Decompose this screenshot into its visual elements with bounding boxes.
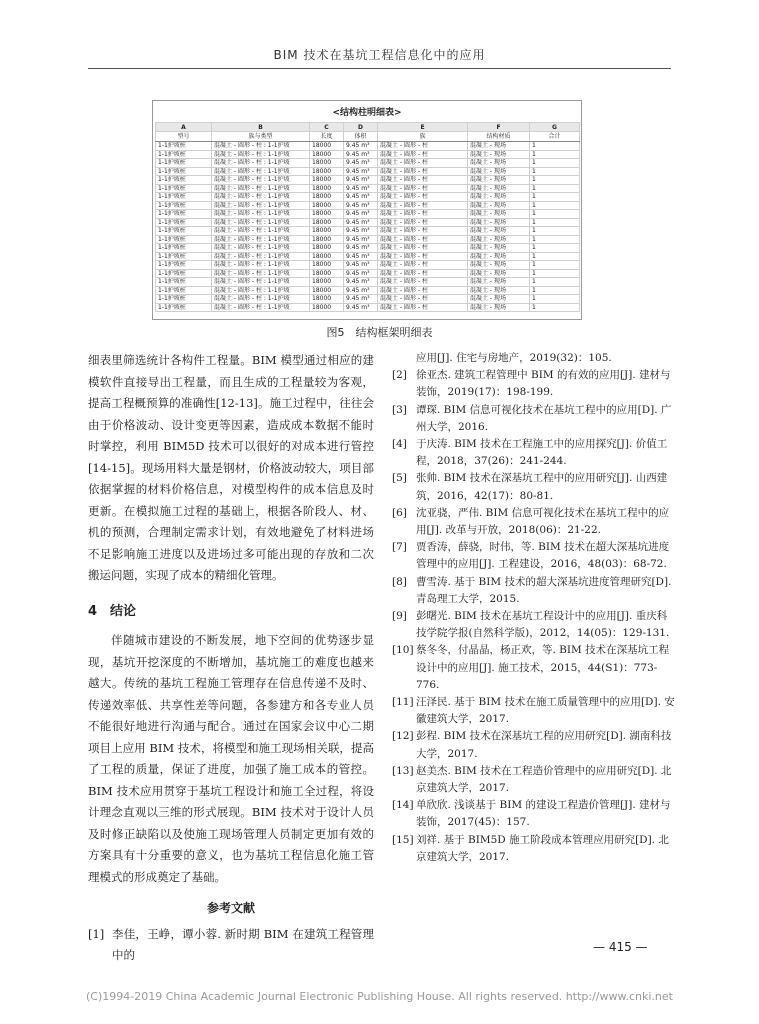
table-cell: 混凝土 - 现场 bbox=[468, 201, 530, 210]
table-cell: 1-1护坡桩 bbox=[156, 278, 212, 287]
reference-text: 赵美杰. BIM 技术在工程造价管理中的应用研究[D]. 北京建筑大学，2017. bbox=[416, 764, 672, 795]
table-cell: 1-1护坡桩 bbox=[156, 184, 212, 193]
table-cell: 18000 bbox=[310, 218, 344, 227]
table-cell: G bbox=[530, 123, 580, 132]
table-cell: 9.45 m³ bbox=[344, 150, 378, 159]
table-cell: 9.45 m³ bbox=[344, 303, 378, 312]
table-cell: 1 bbox=[530, 303, 580, 312]
table-cell: 9.45 m³ bbox=[344, 278, 378, 287]
table-cell: 混凝土 - 现场 bbox=[468, 184, 530, 193]
table-cell: 1-1护坡桩 bbox=[156, 193, 212, 202]
reference-number: [14] bbox=[392, 799, 414, 812]
reference-item bbox=[392, 608, 677, 642]
table-cell: 混凝土 - 圆形 - 柱 : 1-1护坡 bbox=[212, 150, 310, 159]
table-cell: 混凝土 - 圆形 - 柱 bbox=[378, 142, 468, 151]
table-cell: 混凝土 - 圆形 - 柱 : 1-1护坡 bbox=[212, 167, 310, 176]
table-cell: 合计 bbox=[530, 132, 580, 142]
table-cell: 混凝土 - 现场 bbox=[468, 244, 530, 253]
reference-number: [9] bbox=[392, 610, 407, 623]
table-cell: C bbox=[310, 123, 344, 132]
table-cell: 1-1护坡桩 bbox=[156, 167, 212, 176]
table-cell: 混凝土 - 圆形 - 柱 bbox=[378, 261, 468, 270]
table-row bbox=[156, 193, 580, 202]
table-cell: 18000 bbox=[310, 193, 344, 202]
table-cell: 1 bbox=[530, 269, 580, 278]
table-cell: 混凝土 - 圆形 - 柱 bbox=[378, 159, 468, 168]
table-cell: 混凝土 - 圆形 - 柱 : 1-1护坡 bbox=[212, 227, 310, 236]
table-cell: 18000 bbox=[310, 244, 344, 253]
table-cell: 混凝土 - 现场 bbox=[468, 303, 530, 312]
table-cell: 1 bbox=[530, 227, 580, 236]
table-cell: 混凝土 - 圆形 - 柱 bbox=[378, 269, 468, 278]
table-cell: 1-1护坡桩 bbox=[156, 176, 212, 185]
table-row bbox=[156, 295, 580, 304]
table-cell: 型号 bbox=[156, 132, 212, 142]
table-cell: 混凝土 - 圆形 - 柱 bbox=[378, 193, 468, 202]
reference-text: 彭曙光. BIM 技术在基坑工程设计中的应用[J]. 重庆科技学院学报(自然科学版)，2012，14(05)：129-131. bbox=[416, 610, 670, 640]
reference-number: [12] bbox=[392, 730, 414, 743]
schedule-figure bbox=[152, 100, 582, 320]
table-cell: 18000 bbox=[310, 235, 344, 244]
table-row bbox=[156, 167, 580, 176]
table-cell: 1 bbox=[530, 193, 580, 202]
reference-text: 徐亚杰. 建筑工程管理中 BIM 的有效的应用[J]. 建材与装饰，2019(17)：198-199. bbox=[416, 369, 671, 399]
table-cell: 9.45 m³ bbox=[344, 235, 378, 244]
reference-number: [1] bbox=[88, 926, 105, 941]
table-cell: 混凝土 - 现场 bbox=[468, 295, 530, 304]
table-cell: 9.45 m³ bbox=[344, 261, 378, 270]
reference-number: [7] bbox=[392, 541, 407, 554]
reference-item bbox=[392, 539, 677, 573]
reference-item bbox=[392, 402, 677, 436]
section-title-conclusion: 4 结论 bbox=[88, 603, 137, 619]
table-cell: 1-1护坡桩 bbox=[156, 261, 212, 270]
reference-number: [8] bbox=[392, 575, 407, 588]
table-cell: 1 bbox=[530, 252, 580, 261]
reference-text: 谭琛. BIM 信息可视化技术在基坑工程中的应用[D]. 广州大学，2016. bbox=[416, 403, 672, 433]
table-row bbox=[156, 286, 580, 295]
table-cell: 18000 bbox=[310, 150, 344, 159]
table-cell: 1 bbox=[530, 201, 580, 210]
figure-caption: 图5 结构框架明细表 bbox=[326, 326, 433, 339]
table-row bbox=[156, 244, 580, 253]
table-row bbox=[156, 150, 580, 159]
reference-item bbox=[392, 470, 677, 504]
table-cell: 混凝土 - 圆形 - 柱 bbox=[378, 201, 468, 210]
table-cell: 1 bbox=[530, 261, 580, 270]
table-cell: 18000 bbox=[310, 295, 344, 304]
reference-number: [3] bbox=[392, 403, 407, 416]
table-cell: 混凝土 - 圆形 - 柱 bbox=[378, 235, 468, 244]
table-cell: 1-1护坡桩 bbox=[156, 201, 212, 210]
table-cell: 18000 bbox=[310, 286, 344, 295]
table-cell: 9.45 m³ bbox=[344, 159, 378, 168]
table-cell: 混凝土 - 圆形 - 柱 bbox=[378, 210, 468, 219]
table-cell: 9.45 m³ bbox=[344, 295, 378, 304]
table-cell: 18000 bbox=[310, 278, 344, 287]
table-cell: 混凝土 - 圆形 - 柱 bbox=[378, 150, 468, 159]
table-cell: 长度 bbox=[310, 132, 344, 142]
table-cell: 18000 bbox=[310, 261, 344, 270]
reference-number: [11] bbox=[392, 696, 414, 709]
table-cell: B bbox=[212, 123, 310, 132]
table-row bbox=[156, 235, 580, 244]
table-cell: E bbox=[378, 123, 468, 132]
schedule-table bbox=[155, 122, 580, 312]
table-cell: 18000 bbox=[310, 142, 344, 151]
table-cell: 混凝土 - 圆形 - 柱 bbox=[378, 167, 468, 176]
table-cell: 混凝土 - 圆形 - 柱 : 1-1护坡 bbox=[212, 201, 310, 210]
reference-item bbox=[392, 367, 677, 401]
table-cell: 混凝土 - 圆形 - 柱 : 1-1护坡 bbox=[212, 286, 310, 295]
table-cell: 9.45 m³ bbox=[344, 244, 378, 253]
table-cell: 1 bbox=[530, 218, 580, 227]
table-cell: 混凝土 - 圆形 - 柱 : 1-1护坡 bbox=[212, 244, 310, 253]
table-cell: 9.45 m³ bbox=[344, 252, 378, 261]
references-right-column bbox=[392, 350, 677, 866]
table-cell: 混凝土 - 圆形 - 柱 : 1-1护坡 bbox=[212, 142, 310, 151]
reference-item bbox=[392, 574, 677, 608]
reference-text: 于庆涛. BIM 技术在工程施工中的应用探究[J]. 价值工程，2018，37(26)：241-244. bbox=[416, 438, 668, 468]
paragraph-conclusion: 伴随城市建设的不断发展，地下空间的优势逐步显现，基坑开挖深度的不断增加，基坑施工的难度也越来越大。传统的基坑工程施工管理存在信息传递不及时、传递效率低、共享性差等问题，各参建方和各专业人员不能很好地进行沟通与配合。通过在国家会议中心二期项目上应用 BIM 技术，将模型和施工现场相关联，提高了工程的质量，保证了进度，加强了施工成本的管控。BIM 技术应用贯穿于基坑工程设计和施工全过程，将设计理念直观以三维的形式展现。BIM 技术对于设计人员及时修正缺陷以及使施工现场管理人员制定更加有效的方案具有十分重要的意义，也为基坑工程信息化施工管理模式的形成奠定了基础。 bbox=[88, 633, 374, 884]
table-cell: 9.45 m³ bbox=[344, 193, 378, 202]
table-cell: 9.45 m³ bbox=[344, 218, 378, 227]
table-cell: 18000 bbox=[310, 201, 344, 210]
table-cell: 1-1护坡桩 bbox=[156, 295, 212, 304]
table-cell: 1-1护坡桩 bbox=[156, 227, 212, 236]
table-cell: 族与类型 bbox=[212, 132, 310, 142]
schedule-title: <结构柱明细表> bbox=[332, 108, 402, 118]
table-cell: 1-1护坡桩 bbox=[156, 142, 212, 151]
reference-item bbox=[392, 797, 677, 831]
table-cell: A bbox=[156, 123, 212, 132]
reference-number: [10] bbox=[392, 644, 414, 657]
table-cell: 1-1护坡桩 bbox=[156, 244, 212, 253]
table-cell: 混凝土 - 圆形 - 柱 : 1-1护坡 bbox=[212, 295, 310, 304]
table-cell: 9.45 m³ bbox=[344, 286, 378, 295]
table-row bbox=[156, 159, 580, 168]
table-cell: 混凝土 - 现场 bbox=[468, 150, 530, 159]
reference-text: 彭程. BIM 技术在深基坑工程的应用研究[D]. 湖南科技大学，2017. bbox=[416, 730, 672, 760]
table-cell: 18000 bbox=[310, 269, 344, 278]
reference-text: 沈亚骁，严伟. BIM 信息可视化技术在基坑工程中的应用[J]. 改革与开放，2018(06)：21-22. bbox=[416, 506, 670, 537]
table-cell: 混凝土 - 现场 bbox=[468, 210, 530, 219]
table-row bbox=[156, 269, 580, 278]
reference-text: 单欣欣. 浅谈基于 BIM 的建设工程造价管理[J]. 建材与装饰，2017(45)：157. bbox=[416, 799, 671, 829]
table-row bbox=[156, 210, 580, 219]
reference-item bbox=[392, 832, 677, 866]
table-row bbox=[156, 261, 580, 270]
table-cell: 1-1护坡桩 bbox=[156, 159, 212, 168]
table-cell: 混凝土 - 圆形 - 柱 bbox=[378, 295, 468, 304]
table-cell: 18000 bbox=[310, 227, 344, 236]
table-cell: 混凝土 - 圆形 - 柱 : 1-1护坡 bbox=[212, 218, 310, 227]
table-cell: 1-1护坡桩 bbox=[156, 252, 212, 261]
table-cell: 混凝土 - 圆形 - 柱 bbox=[378, 218, 468, 227]
table-cell: 9.45 m³ bbox=[344, 176, 378, 185]
reference-number: [13] bbox=[392, 764, 414, 777]
table-cell: 18000 bbox=[310, 303, 344, 312]
table-cell: 混凝土 - 圆形 - 柱 bbox=[378, 244, 468, 253]
table-cell: 混凝土 - 圆形 - 柱 bbox=[378, 252, 468, 261]
table-cell: 混凝土 - 现场 bbox=[468, 176, 530, 185]
table-cell: 混凝土 - 现场 bbox=[468, 227, 530, 236]
table-row bbox=[156, 252, 580, 261]
table-cell: 1-1护坡桩 bbox=[156, 269, 212, 278]
reference-item bbox=[392, 642, 677, 694]
running-header: BIM 技术在基坑工程信息化中的应用 bbox=[273, 48, 486, 62]
table-cell: 混凝土 - 现场 bbox=[468, 269, 530, 278]
table-row bbox=[156, 278, 580, 287]
reference-text: 李佳，王峥，谭小蓉. 新时期 BIM 在建筑工程管理中的 bbox=[112, 926, 374, 962]
reference-text: 汪泽民. 基于 BIM 技术在施工质量管理中的应用[D]. 安徽建筑大学，2017. bbox=[416, 696, 675, 726]
table-cell: 1 bbox=[530, 244, 580, 253]
table-cell: 1-1护坡桩 bbox=[156, 218, 212, 227]
table-cell: 混凝土 - 圆形 - 柱 : 1-1护坡 bbox=[212, 252, 310, 261]
table-cell: 混凝土 - 圆形 - 柱 : 1-1护坡 bbox=[212, 184, 310, 193]
table-row bbox=[156, 176, 580, 185]
table-cell: 9.45 m³ bbox=[344, 227, 378, 236]
left-column bbox=[88, 350, 374, 967]
table-cell: 1-1护坡桩 bbox=[156, 286, 212, 295]
table-cell: 体积 bbox=[344, 132, 378, 142]
reference-item bbox=[392, 505, 677, 539]
reference-item bbox=[392, 763, 677, 797]
table-cell: 1 bbox=[530, 150, 580, 159]
table-cell: F bbox=[468, 123, 530, 132]
table-cell: 混凝土 - 圆形 - 柱 : 1-1护坡 bbox=[212, 261, 310, 270]
table-cell: 混凝土 - 圆形 - 柱 : 1-1护坡 bbox=[212, 176, 310, 185]
table-cell: 1 bbox=[530, 210, 580, 219]
reference-number: [4] bbox=[392, 438, 407, 451]
reference-number bbox=[392, 350, 416, 367]
table-cell: 混凝土 - 圆形 - 柱 : 1-1护坡 bbox=[212, 235, 310, 244]
reference-text: 贾香涛，薛骁，时伟，等. BIM 技术在超大深基坑进度管理中的应用[J]. 工程建设，2016，48(03)：68-72. bbox=[416, 541, 670, 571]
table-cell: 1 bbox=[530, 184, 580, 193]
reference-number: [5] bbox=[392, 472, 407, 485]
reference-item bbox=[392, 694, 677, 728]
table-cell: 混凝土 - 圆形 - 柱 bbox=[378, 227, 468, 236]
table-cell: 混凝土 - 现场 bbox=[468, 142, 530, 151]
table-row bbox=[156, 142, 580, 151]
table-cell: 9.45 m³ bbox=[344, 210, 378, 219]
table-cell: 1-1护坡桩 bbox=[156, 210, 212, 219]
table-cell: 18000 bbox=[310, 252, 344, 261]
table-cell: 18000 bbox=[310, 167, 344, 176]
table-row bbox=[156, 201, 580, 210]
reference-number: [2] bbox=[392, 369, 407, 382]
table-cell: 9.45 m³ bbox=[344, 201, 378, 210]
table-cell: 混凝土 - 现场 bbox=[468, 193, 530, 202]
table-row bbox=[156, 303, 580, 312]
reference-text: 蔡冬冬，付晶晶，杨正欢，等. BIM 技术在深基坑工程设计中的应用[J]. 施工技术，2015，44(S1)：773-776. bbox=[416, 644, 670, 691]
table-cell: 混凝土 - 圆形 - 柱 : 1-1护坡 bbox=[212, 278, 310, 287]
table-cell: 混凝土 - 现场 bbox=[468, 235, 530, 244]
reference-text: 曹雪涛. 基于 BIM 技术的超大深基坑进度管理研究[D]. 青岛理工大学，2015. bbox=[416, 575, 672, 605]
table-cell: 混凝土 - 圆形 - 柱 bbox=[378, 278, 468, 287]
table-cell: 混凝土 - 圆形 - 柱 bbox=[378, 184, 468, 193]
table-cell: 1 bbox=[530, 142, 580, 151]
page-number: — 415 — bbox=[593, 940, 648, 954]
table-cell: 9.45 m³ bbox=[344, 184, 378, 193]
reference-text: 应用[J]. 住宅与房地产，2019(32)：105. bbox=[416, 352, 612, 364]
table-cell: 族 bbox=[378, 132, 468, 142]
table-cell: 混凝土 - 圆形 - 柱 bbox=[378, 286, 468, 295]
table-cell: 混凝土 - 现场 bbox=[468, 286, 530, 295]
table-cell: 1 bbox=[530, 295, 580, 304]
table-cell: 混凝土 - 圆形 - 柱 : 1-1护坡 bbox=[212, 269, 310, 278]
table-cell: 1-1护坡桩 bbox=[156, 303, 212, 312]
table-cell: 混凝土 - 圆形 - 柱 : 1-1护坡 bbox=[212, 303, 310, 312]
table-cell: 混凝土 - 圆形 - 柱 bbox=[378, 303, 468, 312]
table-cell: 18000 bbox=[310, 159, 344, 168]
table-cell: 混凝土 - 圆形 - 柱 bbox=[378, 176, 468, 185]
table-cell: 混凝土 - 现场 bbox=[468, 167, 530, 176]
reference-text: 张帅. BIM 技术在深基坑工程中的应用研究[J]. 山西建筑，2016，42(17)：80-81. bbox=[416, 472, 668, 502]
reference-number: [15] bbox=[392, 833, 414, 846]
table-cell: 1-1护坡桩 bbox=[156, 235, 212, 244]
table-cell: 1 bbox=[530, 235, 580, 244]
table-cell: 1 bbox=[530, 159, 580, 168]
reference-item bbox=[392, 728, 677, 762]
table-cell: 1 bbox=[530, 286, 580, 295]
table-cell: 1 bbox=[530, 176, 580, 185]
table-cell: 混凝土 - 现场 bbox=[468, 261, 530, 270]
table-cell: 混凝土 - 圆形 - 柱 : 1-1护坡 bbox=[212, 159, 310, 168]
table-cell: 混凝土 - 现场 bbox=[468, 278, 530, 287]
table-cell: 1 bbox=[530, 278, 580, 287]
header-rule bbox=[88, 68, 671, 69]
reference-item bbox=[88, 924, 374, 967]
table-cell: 1 bbox=[530, 167, 580, 176]
table-cell: 9.45 m³ bbox=[344, 269, 378, 278]
column-letter-row bbox=[156, 123, 580, 132]
reference-item bbox=[392, 350, 677, 367]
table-row bbox=[156, 218, 580, 227]
table-cell: D bbox=[344, 123, 378, 132]
table-row bbox=[156, 184, 580, 193]
table-cell: 18000 bbox=[310, 184, 344, 193]
reference-item bbox=[392, 436, 677, 470]
copyright-footer: (C)1994-2019 China Academic Journal Electronic Publishing House. All rights reserved. http://www.cnki.net bbox=[86, 990, 673, 1003]
table-cell: 18000 bbox=[310, 210, 344, 219]
table-cell: 1-1护坡桩 bbox=[156, 150, 212, 159]
paragraph-cost: 细表里筛选统计各构件工程量。BIM 模型通过相应的建模软件直接导出工程量，而且生成的工程量较为客观，提高工程概预算的准确性[12-13]。施工过程中，往往会由于价格波动、设计变更等因素，造成成本数据不能时时掌控，利用 BIM5D 技术可以很好的对成本进行管控[14-15]。现场用料大量是钢材，价格波动较大，项目部依据掌握的材料价格信息，对模型构件的成本信息及时更新。在模拟施工过程的基础上，根据各阶段人、材、机的预测，合理制定需求计划，有效地避免了材料进场不足影响施工进度以及进场过多可能出现的存放和二次搬运问题，实现了成本的精细化管理。 bbox=[88, 353, 374, 582]
reference-number: [6] bbox=[392, 506, 407, 519]
table-cell: 9.45 m³ bbox=[344, 167, 378, 176]
references-title: 参考文献 bbox=[206, 901, 255, 915]
column-header-row bbox=[156, 132, 580, 142]
table-cell: 9.45 m³ bbox=[344, 142, 378, 151]
table-row bbox=[156, 227, 580, 236]
reference-text: 刘祥. 基于 BIM5D 施工阶段成本管理应用研究[D]. 北京建筑大学，2017. bbox=[416, 833, 669, 863]
table-cell: 结构材质 bbox=[468, 132, 530, 142]
table-cell: 混凝土 - 圆形 - 柱 : 1-1护坡 bbox=[212, 210, 310, 219]
table-cell: 混凝土 - 现场 bbox=[468, 252, 530, 261]
table-cell: 18000 bbox=[310, 176, 344, 185]
table-cell: 混凝土 - 现场 bbox=[468, 218, 530, 227]
table-cell: 混凝土 - 圆形 - 柱 : 1-1护坡 bbox=[212, 193, 310, 202]
table-cell: 混凝土 - 现场 bbox=[468, 159, 530, 168]
